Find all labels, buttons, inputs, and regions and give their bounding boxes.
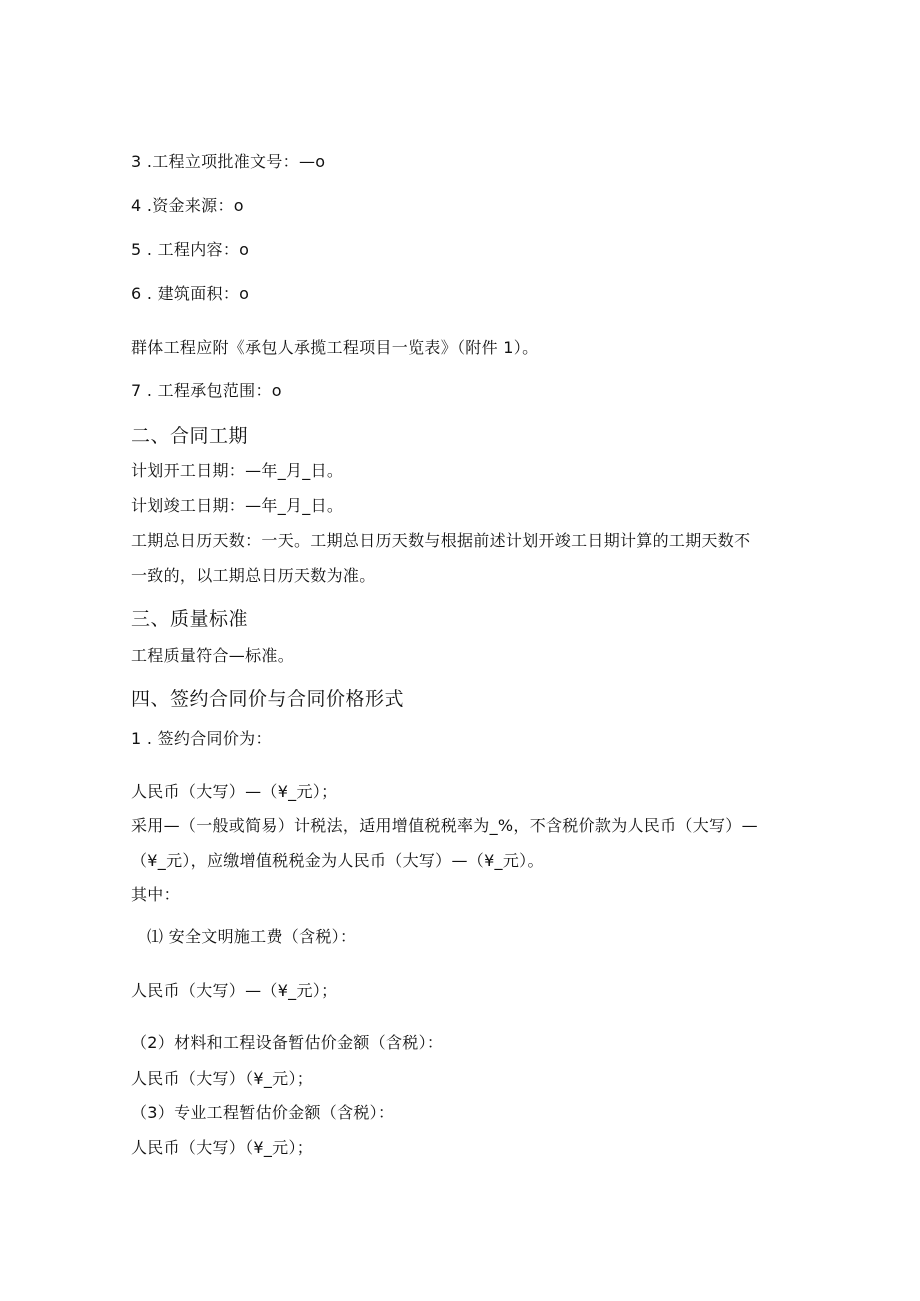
item-1-contract-price: 1 . 签约合同价为： [131,729,272,748]
item-material-equipment-provisional: （2）材料和工程设备暂估价金额（含税）： [131,1033,444,1052]
group-project-appendix-note: 群体工程应附《承包人承揽工程项目一览表》（附件 1）。 [131,338,539,357]
item-7-contract-scope: 7 . 工程承包范围：o [131,381,282,400]
total-calendar-days-continued: 一致的，以工期总日历天数为准。 [131,566,376,585]
item-safety-civilization-fee: ⑴ 安全文明施工费（含税）： [147,927,357,946]
section-heading-contract-period: 二、合同工期 [131,425,249,447]
tax-method-text-continued: （¥_元），应缴增值税税金为人民币（大写）—（¥_元）。 [131,851,544,870]
item-4-funding-source: 4 .资金来源：o [131,196,244,215]
specialty-provisional-rmb: 人民币（大写）（¥_元）； [131,1138,314,1157]
planned-start-date: 计划开工日期：—年_月_日。 [131,461,344,480]
tax-method-text: 采用—（一般或简易）计税法，适用增值税税率为_%，不含税价款为人民币（大写）— [131,816,758,835]
total-calendar-days: 工期总日历天数：一天。工期总日历天数与根据前述计划开竣工日期计算的工期天数不 [131,531,751,550]
material-provisional-rmb: 人民币（大写）（¥_元）； [131,1069,314,1088]
item-6-building-area: 6 . 建筑面积：o [131,284,250,303]
planned-completion-date: 计划竣工日期：—年_月_日。 [131,496,344,515]
among-which-label: 其中： [131,885,180,904]
item-3-project-approval-number: 3 .工程立项批准文号：—o [131,152,326,171]
section-heading-contract-price: 四、签约合同价与合同价格形式 [131,688,405,710]
contract-price-rmb: 人民币（大写）—（¥_元）； [131,782,338,801]
safety-fee-rmb: 人民币（大写）—（¥_元）； [131,981,338,1000]
item-specialty-provisional: （3）专业工程暂估价金额（含税）： [131,1103,395,1122]
item-5-project-content: 5 . 工程内容：o [131,240,250,259]
section-heading-quality-standard: 三、质量标准 [131,608,249,630]
quality-standard-text: 工程质量符合—标准。 [131,646,295,665]
